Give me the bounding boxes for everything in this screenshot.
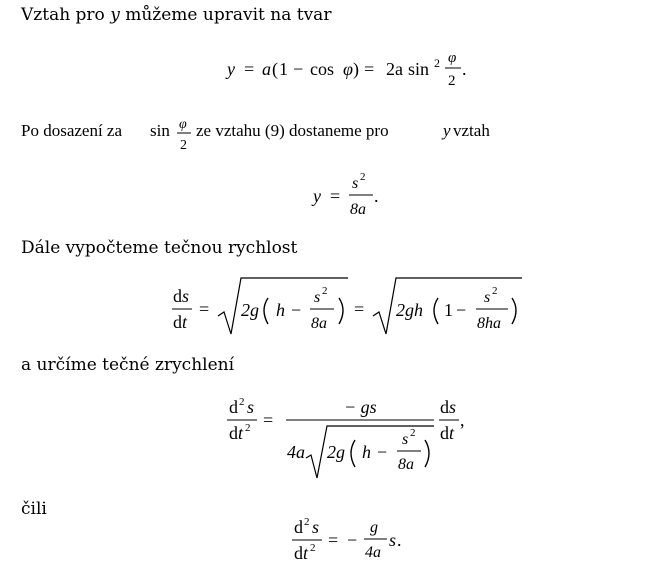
p2-num: φ [179,117,187,132]
eq3-eq: = [199,299,210,319]
eq3-den-t: t [182,312,188,332]
equation-1 [0,45,657,95]
eq5-d2: d [294,517,303,537]
eq2-den: 8a [350,201,366,218]
eq3-one: 1 [444,300,453,320]
eq5-dt: d [294,543,303,563]
eq5-eq: = [328,530,339,550]
eq1-phi: φ [343,59,353,79]
p2-var: y [443,121,451,140]
eq4-paren-close [425,440,429,467]
eq3-num-d: d [173,286,182,306]
eq3-2g: 2g [241,300,259,320]
eq3-sq2: 2 [492,285,498,297]
eq3-2gh: 2gh [396,300,423,320]
eq3-minus2: − [456,300,467,320]
eq2-num-sq: 2 [360,171,366,183]
eq1-minus: − [293,59,304,79]
p1-after: můžeme upravit na tvar [119,5,332,25]
eq1-eq2: = [364,59,375,79]
paragraph-5: čili [21,499,47,519]
eq1-dot: . [462,59,467,79]
eq4-tsq: 2 [245,422,251,434]
eq2-dot: . [374,186,379,206]
eq5-tsq: 2 [310,542,316,554]
eq1-sq: 2 [434,56,440,70]
eq5-s-after: s [389,530,397,550]
p2-after: vztah [453,121,490,140]
eq5-dot: . [397,530,402,550]
eq3-num-s: s [182,286,190,306]
paragraph-1 [21,5,331,25]
eq1-close: ) [353,59,359,79]
eq4-num: − gs [344,397,377,417]
eq4-rdd: d [440,423,449,443]
eq4-rs: s [449,397,457,417]
eq4-minus: − [377,442,388,462]
eq4-den-in: 8a [398,456,414,473]
equation-5 [0,512,657,566]
paragraph-3: Dále vypočteme tečnou rychlost [21,238,298,258]
eq2-eq: = [330,186,341,206]
eq3-eq2: = [354,299,365,319]
eq2-num-s: s [352,175,359,192]
eq1-frac-num: φ [448,50,457,66]
p1-var: y [110,5,120,25]
eq1-2a: 2a [386,59,403,79]
p2-sin: sin [150,121,170,140]
eq5-t: t [303,543,309,563]
eq3-den1: 8a [311,315,327,332]
eq4-paren-open [351,440,355,467]
equation-4 [0,392,657,484]
eq1-frac-den: 2 [448,73,456,89]
eq4-rd: d [440,397,449,417]
eq3-den-d: d [173,312,182,332]
eq3-minus: − [291,300,302,320]
p2-den: 2 [180,138,187,153]
eq4-rt: t [449,423,455,443]
eq4-comma: , [460,410,465,430]
eq3-paren-open-2 [434,298,438,324]
eq5-sup2: 2 [304,516,310,528]
eq3-paren-close-2 [512,298,516,324]
eq5-num: g [370,519,378,536]
eq4-sup2: 2 [239,396,245,408]
eq1-a: a [262,59,271,79]
paragraph-4: a určíme tečné zrychlení [21,355,235,375]
eq4-2g: 2g [327,442,345,462]
paragraph-2 [0,115,657,155]
eq4-h: h [362,442,371,462]
eq3-paren-open-1 [264,298,268,324]
eq4-s: s [247,397,255,417]
eq1-one: 1 [279,59,288,79]
eq5-minus: − [347,530,358,550]
p2-mid: ze vztahu (9) dostaneme pro [196,121,389,140]
eq4-t: t [238,423,244,443]
eq5-den: 4a [365,544,381,561]
eq3-den2: 8ha [477,315,501,332]
eq4-eq: = [263,410,274,430]
eq1-y: y [227,59,235,79]
eq1-cos: cos [310,59,334,79]
eq3-s: s [314,289,321,306]
eq1-sin: sin [408,59,430,79]
eq3-paren-close-1 [339,298,343,324]
eq3-sq: 2 [322,285,328,297]
equation-2 [0,168,657,223]
eq2-y: y [313,186,321,206]
eq4-s-in: s [402,431,409,448]
p1-before: Vztah pro [21,5,111,25]
equation-3 [0,272,657,340]
eq3-h: h [276,300,285,320]
eq1-open: ( [272,59,278,79]
eq4-sq-in: 2 [410,427,416,439]
p2-before: Po dosazení za [21,121,123,140]
eq1-eq: = [244,59,255,79]
eq4-d2: d [229,397,238,417]
eq4-dt: d [229,423,238,443]
eq4-4a: 4a [287,442,305,462]
eq3-s2: s [484,289,491,306]
eq5-s: s [312,517,320,537]
